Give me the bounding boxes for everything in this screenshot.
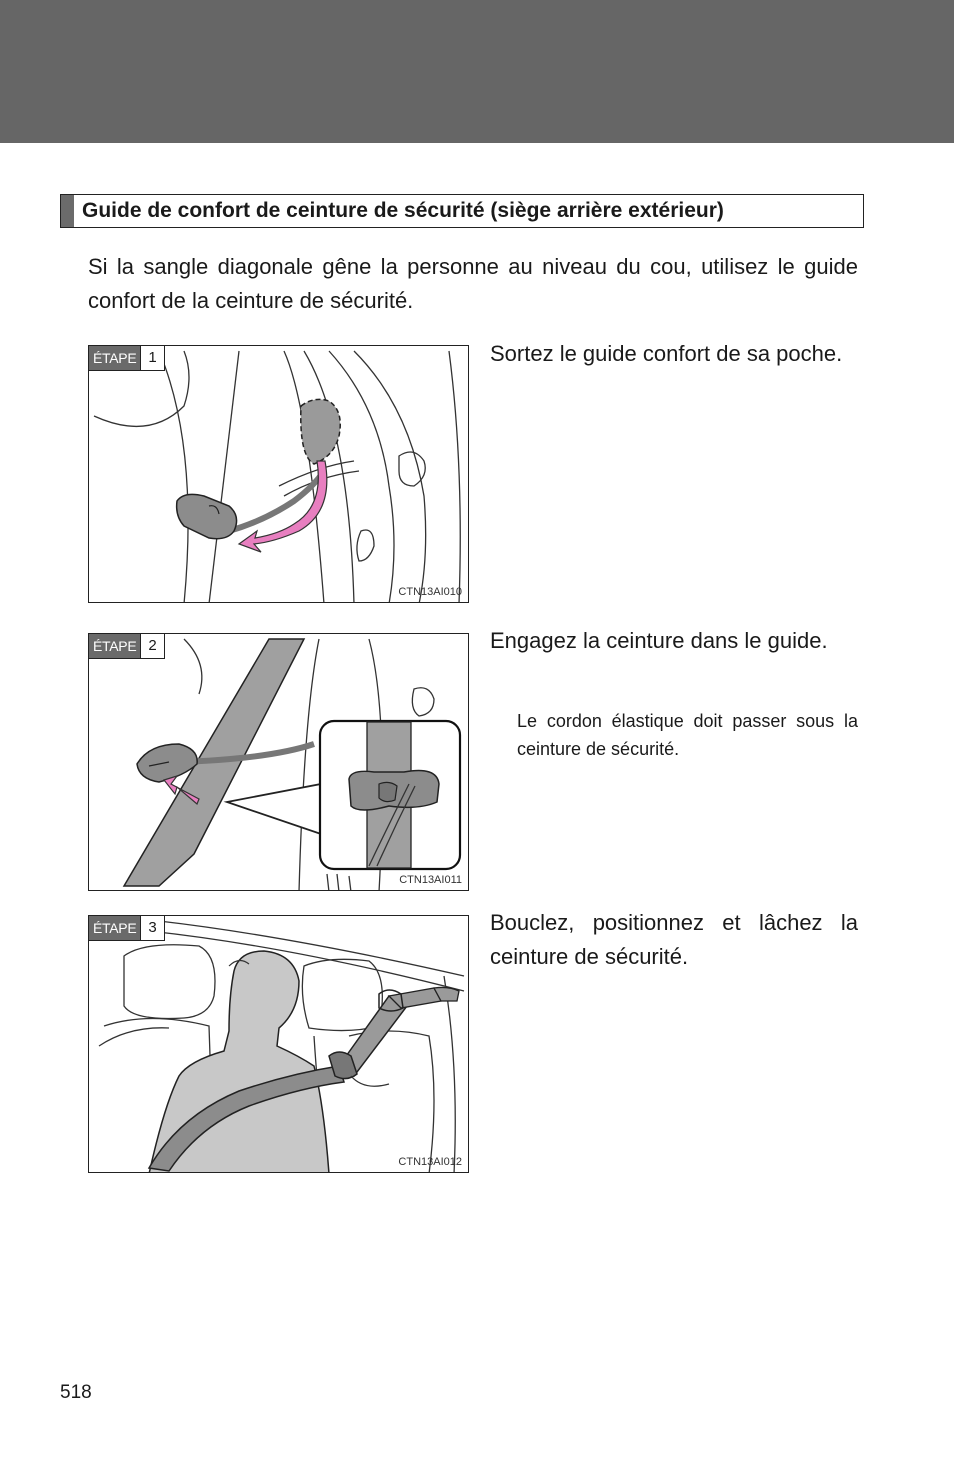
step-3-badge	[89, 916, 165, 941]
step-2-illustration	[88, 633, 469, 891]
step-1-badge-label: ÉTAPE	[89, 346, 140, 370]
step-2-drawing	[89, 634, 469, 891]
step-3-text: Bouclez, positionnez et lâchez la ceinture de sécurité.	[490, 910, 858, 969]
step-1-drawing	[89, 346, 469, 603]
step-2-note: Le cordon élastique doit passer sous la ceinture de sécurité.	[517, 711, 858, 759]
step-1-badge-number: 1	[140, 346, 163, 370]
step-3-badge-label: ÉTAPE	[89, 916, 140, 940]
step-1-figure-code: CTN13AI010	[398, 586, 462, 598]
intro-paragraph: Si la sangle diagonale gêne la personne au niveau du cou, utilisez le guide confort de la ceinture de sécurité.	[88, 254, 858, 313]
step-2-badge	[89, 634, 165, 659]
section-heading	[60, 194, 864, 228]
step-1-illustration	[88, 345, 469, 603]
step-1-text: Sortez le guide confort de sa poche.	[490, 341, 843, 366]
section-title: Guide de confort de ceinture de sécurité (siège arrière extérieur)	[82, 199, 724, 222]
step-2-badge-label: ÉTAPE	[89, 634, 140, 658]
step-3-drawing	[89, 916, 469, 1173]
step-3-badge-number: 3	[140, 916, 163, 940]
heading-marker	[61, 195, 74, 227]
step-3-figure-code: CTN13AI012	[398, 1156, 462, 1168]
page-number: 518	[60, 1382, 92, 1403]
step-2-figure-code: CTN13AI011	[399, 874, 462, 886]
step-2-text: Engagez la ceinture dans le guide.	[490, 628, 828, 653]
top-header-band	[0, 0, 954, 143]
step-3-illustration	[88, 915, 469, 1173]
step-2-badge-number: 2	[140, 634, 163, 658]
step-1-badge	[89, 346, 165, 371]
